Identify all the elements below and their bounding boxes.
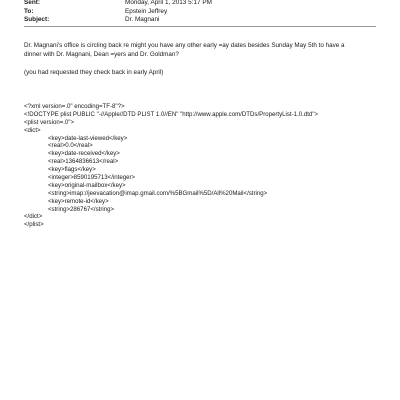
message-note — [24, 69, 376, 78]
message-body — [24, 42, 376, 59]
xml-declaration: <?xml version=.0" encoding=TF-8"?> — [24, 103, 125, 110]
dict-close-tag: </dict> — [24, 213, 43, 221]
body-line-1: Dr. Magnani's office is circling back re might you have any other early =ay dates besides Sunday May 5th to have a — [24, 42, 345, 49]
subject-value: Dr. Magnani — [125, 16, 160, 23]
plist-block — [24, 103, 318, 229]
plist-close-tag: </plist> — [24, 221, 44, 229]
plist-entry: <key>remote-id</key> — [48, 197, 109, 205]
plist-entry: <string>imap://jeevacation@imap.gmail.com/%5BGmail%5D/All%20Mail</string> — [48, 189, 268, 197]
plist-entry: <key>date-received</key> — [48, 150, 120, 158]
header-divider — [24, 26, 376, 27]
plist-entry: <key>original-mailbox</key> — [48, 181, 126, 189]
to-value: Epstein Jeffrey — [125, 8, 168, 15]
plist-open-tag: <plist version=.0"> — [24, 118, 75, 126]
subject-label: Subject: — [24, 16, 50, 23]
sent-label: Sent: — [24, 0, 40, 6]
plist-entry: <key>date-last-viewed</key> — [48, 134, 128, 142]
sent-value: Monday, April 1, 2013 5:17 PM — [125, 0, 212, 6]
plist-entry: <key>flags</key> — [48, 166, 96, 174]
plist-entry: <string>286767</string> — [48, 205, 115, 213]
body-line-2: dinner with Dr. Magnani, Dean =yers and Dr. Goldman? — [24, 50, 179, 58]
plist-entry: <integer>8590195713</integer> — [48, 174, 136, 182]
plist-entry: <real>0.0</real> — [48, 142, 93, 150]
xml-doctype: <!DOCTYPE plist PUBLIC "-//Apple//DTD PLIST 1.0//EN" "http://www.apple.com/DTDs/PropertyList-1.0.dtd"> — [24, 110, 319, 118]
dict-open-tag: <dict> — [24, 126, 41, 134]
body-line-3: (you had requested they check back in early April) — [24, 69, 164, 76]
plist-entry: <real>1364836613</real> — [48, 158, 119, 166]
to-label: To: — [24, 8, 34, 15]
